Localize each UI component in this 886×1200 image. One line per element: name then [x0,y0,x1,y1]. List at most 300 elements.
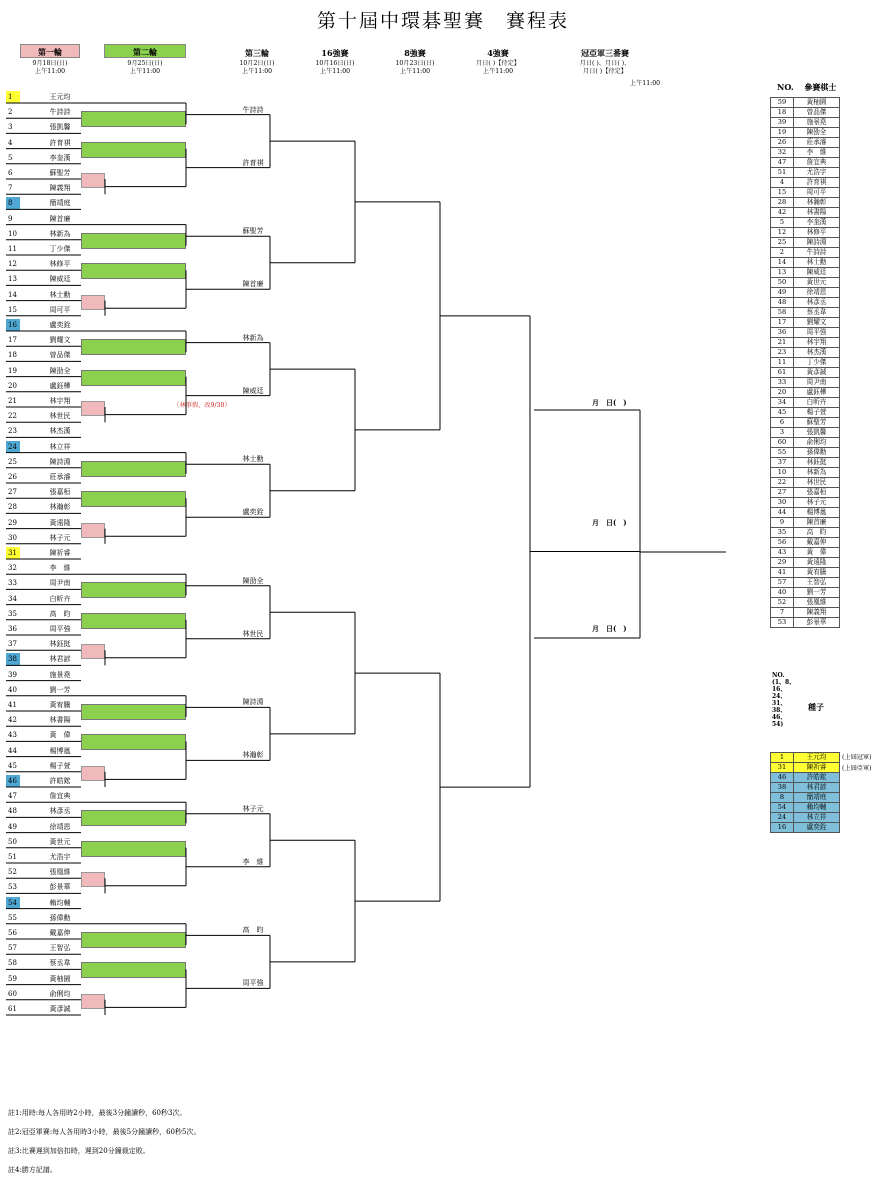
table-row [771,118,840,128]
table-cell-name: 林士勳 [794,258,840,268]
seed-name: 盧奕銓 [794,823,840,833]
seed-name: 簡靖庭 [794,793,840,803]
seed-name: 陳祈睿 [794,763,840,773]
round-date-4: 10月16日(日) [315,60,355,67]
table-cell-no: 42 [771,208,794,218]
final-date: 月 日( ) [592,624,627,633]
table-row [771,188,840,198]
table-row [771,438,840,448]
player-name: 林士勳 [49,290,71,299]
table-cell-name: 周尹南 [794,378,840,388]
table-cell-name: 詹宜典 [794,158,840,168]
table-cell-no: 11 [771,358,794,368]
table-cell-no: 6 [771,418,794,428]
player-name: 黃世元 [49,837,71,846]
player-name: 劉耀文 [49,336,71,345]
table-cell-no: 51 [771,168,794,178]
table-cell-name: 劉一芳 [794,588,840,598]
table-cell-no: 29 [771,558,794,568]
player-name: 尤浩宇 [49,853,71,861]
player-name: 陳劭全 [49,366,71,375]
player-number: 33 [8,579,17,588]
player-number: 44 [8,746,17,755]
player-name: 黃 偉 [49,731,71,740]
table-cell-no: 57 [771,578,794,588]
player-number: 23 [8,427,17,436]
player-number: 10 [8,229,17,238]
table-row [771,558,840,568]
table-row [771,458,840,468]
table-row [771,298,840,308]
round3-winner: 林士勳 [242,455,264,464]
table-header [777,82,836,93]
table-cell-no: 61 [771,368,794,378]
table-cell-no: 21 [771,338,794,348]
player-name: 李 維 [49,564,71,573]
round-time-5: 上午11:00 [399,68,431,75]
seed-note: (上屆冠軍) [842,754,872,761]
table-row [771,98,840,108]
player-number: 5 [8,153,13,162]
player-number: 26 [8,473,17,481]
seeds-header-no: NO.(1、8、16、24、31、38、46、54) [772,672,796,728]
table-cell-name: 李奎漢 [794,218,840,228]
player-name: 許皓鋐 [49,777,71,785]
player-name: 孫偉勳 [49,913,71,922]
player-number: 41 [8,701,17,709]
player-name: 陳義翔 [49,184,71,193]
table-row [771,238,840,248]
table-cell-no: 59 [771,98,794,108]
player-name: 張嘉桓 [49,488,71,497]
round3-winner: 陳劭全 [242,576,264,585]
player-name: 蔡丞韋 [49,959,71,968]
table-cell-name: 牛詩詩 [794,248,840,258]
seed-row [771,823,840,833]
table-row [771,578,840,588]
table-cell-no: 17 [771,318,794,328]
table-row [771,488,840,498]
table-row [771,398,840,408]
table-cell-no: 43 [771,548,794,558]
player-number: 46 [6,775,20,787]
seed-no: 54 [771,803,794,813]
player-name: 陳祈睿 [49,549,71,557]
player-name: 黃宥騰 [49,701,71,709]
seed-row [771,783,840,793]
player-number: 14 [8,290,17,299]
table-cell-no: 35 [771,528,794,538]
player-name: 林立祥 [49,442,71,451]
player-number: 36 [8,625,17,633]
table-row [771,198,840,208]
table-cell-name: 曾品傑 [794,108,840,118]
table-cell-no: 48 [771,298,794,308]
table-cell-name: 林瀚彰 [794,198,840,208]
table-cell-name: 張嘉桓 [794,488,840,498]
table-cell-no: 50 [771,278,794,288]
table-row [771,308,840,318]
seed-name: 林君諺 [794,783,840,793]
table-row [771,328,840,338]
seed-no: 24 [771,813,794,823]
player-number: 21 [8,397,17,405]
bracket-path [6,103,726,1015]
seed-row [771,813,840,823]
player-name: 白昕卉 [49,594,71,603]
table-header-name: 參賽棋士 [804,82,837,92]
table-row [771,548,840,558]
table-cell-name: 彭景華 [794,618,840,628]
round3-winner: 蘇聖芳 [242,227,264,236]
table-cell-name: 張凱馨 [794,428,840,438]
table-cell-name: 林宇翔 [794,338,840,348]
table-row [771,218,840,228]
player-number: 50 [8,837,17,846]
player-number: 35 [8,609,17,618]
page-title: 第十屆中環碁聖賽 賽程表 [316,10,569,32]
table-cell-name: 陳首廉 [794,518,840,528]
table-cell-no: 14 [771,258,794,268]
table-cell-name: 李 維 [794,148,840,158]
table-cell-no: 47 [771,158,794,168]
player-name: 周尹南 [49,579,71,588]
table-cell-name: 劉耀文 [794,318,840,328]
player-name: 牛詩詩 [49,108,71,117]
round-date2-7: 月日( )【待定】 [583,68,627,75]
table-cell-name: 楊博嵐 [794,508,840,518]
player-name: 張凱馨 [49,123,71,132]
player-number: 9 [8,214,13,223]
player-name: 林修平 [49,260,71,269]
player-number: 12 [8,260,17,269]
semifinal-date-1: 月 日( ) [592,398,627,407]
table-cell-no: 12 [771,228,794,238]
player-name: 陳詩淵 [49,457,71,466]
table-row [771,148,840,158]
player-name: 楊博嵐 [49,746,71,755]
table-cell-no: 18 [771,108,794,118]
table-cell-name: 陳威廷 [794,268,840,278]
table-row [771,618,840,628]
player-number: 25 [8,457,17,466]
seed-row [771,753,840,763]
table-cell-name: 丁少傑 [794,358,840,368]
footnote: 註1:用時:每人各用時2小時，最後3分鐘讀秒，60秒3次。 [8,1109,187,1117]
round3-winner: 盧奕銓 [242,508,264,517]
player-name: 黃柚園 [49,974,71,983]
footnote: 註3:比賽遲到加倍扣時，遲到20分鐘裁定敗。 [8,1147,150,1155]
player-name: 盧鈺樺 [49,381,71,390]
player-name: 許育祺 [49,138,71,147]
table-cell-name: 高 昀 [794,528,840,538]
player-name: 林杰漢 [49,427,71,436]
table-row [771,448,840,458]
player-name: 施景堯 [49,670,71,679]
table-cell-name: 陳劭全 [794,128,840,138]
player-number: 24 [6,441,20,453]
player-name: 林子元 [49,533,71,542]
player-number: 38 [6,653,20,665]
seed-name: 林立祥 [794,813,840,823]
player-number: 27 [8,488,17,497]
round3-winner: 林新為 [242,333,264,342]
player-number: 51 [8,853,17,861]
table-row [771,498,840,508]
round-header-4: 16強賽 [321,48,349,58]
table-row [771,268,840,278]
player-number: 34 [8,594,17,603]
round-time-2: 上午11:00 [129,68,161,75]
table-cell-no: 15 [771,188,794,198]
player-number: 54 [6,897,20,909]
table-cell-name: 俞俐均 [794,438,840,448]
round-date-1: 9月18日(日) [32,60,68,67]
round-time-4: 上午11:00 [319,68,351,75]
footnote: 註4:勝方記譜。 [8,1166,57,1174]
player-name: 黃彥誠 [49,1005,71,1013]
table-cell-name: 黃遠隆 [794,558,840,568]
seed-no: 31 [771,763,794,773]
player-number: 2 [8,108,13,117]
table-row [771,608,840,618]
player-name: 徐靖恩 [49,822,71,831]
player-number: 43 [8,731,17,740]
participants-table [770,97,840,628]
player-number: 48 [8,807,17,816]
round-header-7: 冠亞軍三番賽 [581,48,629,58]
seed-no: 8 [771,793,794,803]
player-name: 高 昀 [49,609,71,618]
table-cell-name: 周可平 [794,188,840,198]
player-name: 林世民 [49,412,71,421]
round-header-3: 第三輪 [245,48,269,58]
table-row [771,538,840,548]
table-cell-name: 黃宥騰 [794,568,840,578]
player-name: 王元均 [49,93,71,101]
table-cell-name: 周平強 [794,328,840,338]
table-row [771,348,840,358]
table-cell-name: 林書陽 [794,208,840,218]
round3-winner: 林子元 [242,804,264,813]
player-name: 丁少傑 [49,245,71,253]
table-cell-no: 41 [771,568,794,578]
player-name: 陳首廉 [49,214,71,223]
seed-name: 賴均輔 [794,803,840,813]
player-number: 55 [8,913,17,922]
table-row [771,358,840,368]
table-row [771,468,840,478]
table-row [771,288,840,298]
table-cell-no: 58 [771,308,794,318]
player-name: 戴嘉伸 [49,929,71,937]
seed-name: 許皓鋐 [794,773,840,783]
player-number: 6 [8,169,13,177]
table-cell-name: 黃彥誠 [794,368,840,378]
table-cell-name: 黃世元 [794,278,840,288]
player-number: 1 [6,91,20,103]
round3-winner: 牛詩詩 [242,105,264,114]
player-number: 59 [8,974,17,983]
player-number: 47 [8,792,17,801]
player-number: 32 [8,564,17,573]
round-date-5: 10月23日(日) [395,60,435,67]
player-name: 簡靖庭 [49,199,71,208]
table-cell-no: 10 [771,468,794,478]
player-number: 42 [8,716,17,725]
table-cell-name: 戴嘉伸 [794,538,840,548]
table-cell-no: 3 [771,428,794,438]
player-number: 53 [8,883,17,892]
table-cell-no: 4 [771,178,794,188]
player-number: 29 [8,518,17,527]
table-cell-name: 陳義翔 [794,608,840,618]
table-header-no: NO. [777,82,794,92]
table-cell-no: 13 [771,268,794,278]
round-header-6: 4強賽 [487,48,509,58]
table-row [771,418,840,428]
postpone-note: （林事假，改9/30） [173,402,231,409]
table-cell-no: 55 [771,448,794,458]
table-row [771,248,840,258]
table-cell-no: 44 [771,508,794,518]
table-cell-name: 林世民 [794,478,840,488]
table-row [771,588,840,598]
table-cell-no: 22 [771,478,794,488]
table-row [771,378,840,388]
player-name: 賴均輔 [49,898,71,907]
table-row [771,598,840,608]
table-cell-name: 尤浩宇 [794,168,840,178]
player-name: 莊承濬 [49,473,71,481]
player-number: 16 [6,319,20,331]
round3-winner: 陳詩淵 [242,698,264,707]
table-cell-name: 孫偉勳 [794,448,840,458]
table-row [771,528,840,538]
player-number: 61 [8,1005,17,1013]
round3-winner: 李 維 [242,857,264,866]
seed-no: 46 [771,773,794,783]
table-cell-name: 徐靖恩 [794,288,840,298]
player-name: 林新為 [49,229,71,238]
player-number: 11 [8,245,17,253]
player-name: 彭景華 [49,883,71,892]
table-cell-no: 9 [771,518,794,528]
player-number: 45 [8,761,17,770]
player-name: 俞俐均 [49,989,71,998]
player-name: 林君諺 [49,655,71,664]
table-cell-no: 40 [771,588,794,598]
round3-winner: 陳首廉 [242,280,264,289]
player-number: 52 [8,868,17,877]
table-row [771,208,840,218]
seed-row [771,803,840,813]
table-cell-no: 53 [771,618,794,628]
seed-name: 王元均 [794,753,840,763]
table-cell-name: 白昕卉 [794,398,840,408]
seeds-table [770,752,840,833]
seeds-header-name: 種子 [808,702,824,712]
table-cell-no: 32 [771,148,794,158]
player-number: 17 [8,336,17,345]
table-cell-name: 林新為 [794,468,840,478]
table-cell-no: 52 [771,598,794,608]
player-name: 李奎漢 [49,153,71,162]
player-name: 林鈺挺 [49,640,71,649]
table-row [771,368,840,378]
table-row [771,228,840,238]
table-cell-name: 莊承濬 [794,138,840,148]
round3-winner: 林世民 [242,629,264,638]
round-header-5: 8強賽 [404,48,426,58]
table-cell-no: 19 [771,128,794,138]
seed-row [771,773,840,783]
seed-row [771,763,840,773]
seed-no: 1 [771,753,794,763]
player-number: 18 [8,351,17,360]
player-name: 楊子萱 [49,761,71,770]
player-number: 19 [8,366,17,375]
table-cell-no: 27 [771,488,794,498]
table-cell-no: 33 [771,378,794,388]
table-cell-no: 36 [771,328,794,338]
table-cell-name: 蘇聖芳 [794,418,840,428]
round-header-2: 第二輪 [104,44,186,58]
table-cell-name: 黃 偉 [794,548,840,558]
player-number: 3 [8,123,13,132]
round-header-1: 第一輪 [20,44,80,58]
table-row [771,178,840,188]
table-row [771,158,840,168]
table-cell-name: 林杰漢 [794,348,840,358]
round-date-6: 月日( )【待定】 [476,60,520,67]
table-row [771,258,840,268]
player-number: 37 [8,640,17,649]
round3-winner: 林瀚彰 [242,751,264,760]
table-cell-no: 30 [771,498,794,508]
player-name: 陳威廷 [49,275,71,284]
player-name: 張凰維 [49,868,71,877]
table-cell-no: 39 [771,118,794,128]
table-cell-no: 7 [771,608,794,618]
round-date-7: 月日( )、月日( )、 [579,60,631,67]
player-name: 盧奕銓 [49,321,71,329]
table-row [771,518,840,528]
table-cell-no: 26 [771,138,794,148]
round-date-2: 9月25日(日) [127,60,163,67]
table-row [771,428,840,438]
player-name: 王智弘 [49,944,71,953]
table-row [771,168,840,178]
table-row [771,388,840,398]
player-name: 黃遠隆 [49,518,71,527]
table-row [771,478,840,488]
table-cell-no: 45 [771,408,794,418]
table-cell-no: 49 [771,288,794,298]
table-cell-name: 林修平 [794,228,840,238]
player-number: 58 [8,959,17,968]
player-name: 蘇聖芳 [49,169,71,177]
table-cell-name: 林彥丞 [794,298,840,308]
seed-row [771,793,840,803]
player-name: 曾品傑 [49,351,71,360]
table-cell-no: 60 [771,438,794,448]
player-number: 8 [6,197,20,209]
player-number: 40 [8,685,17,694]
player-number: 57 [8,944,17,953]
round-date-3: 10月2日(日) [239,60,275,67]
player-name: 林宇翔 [49,397,71,405]
